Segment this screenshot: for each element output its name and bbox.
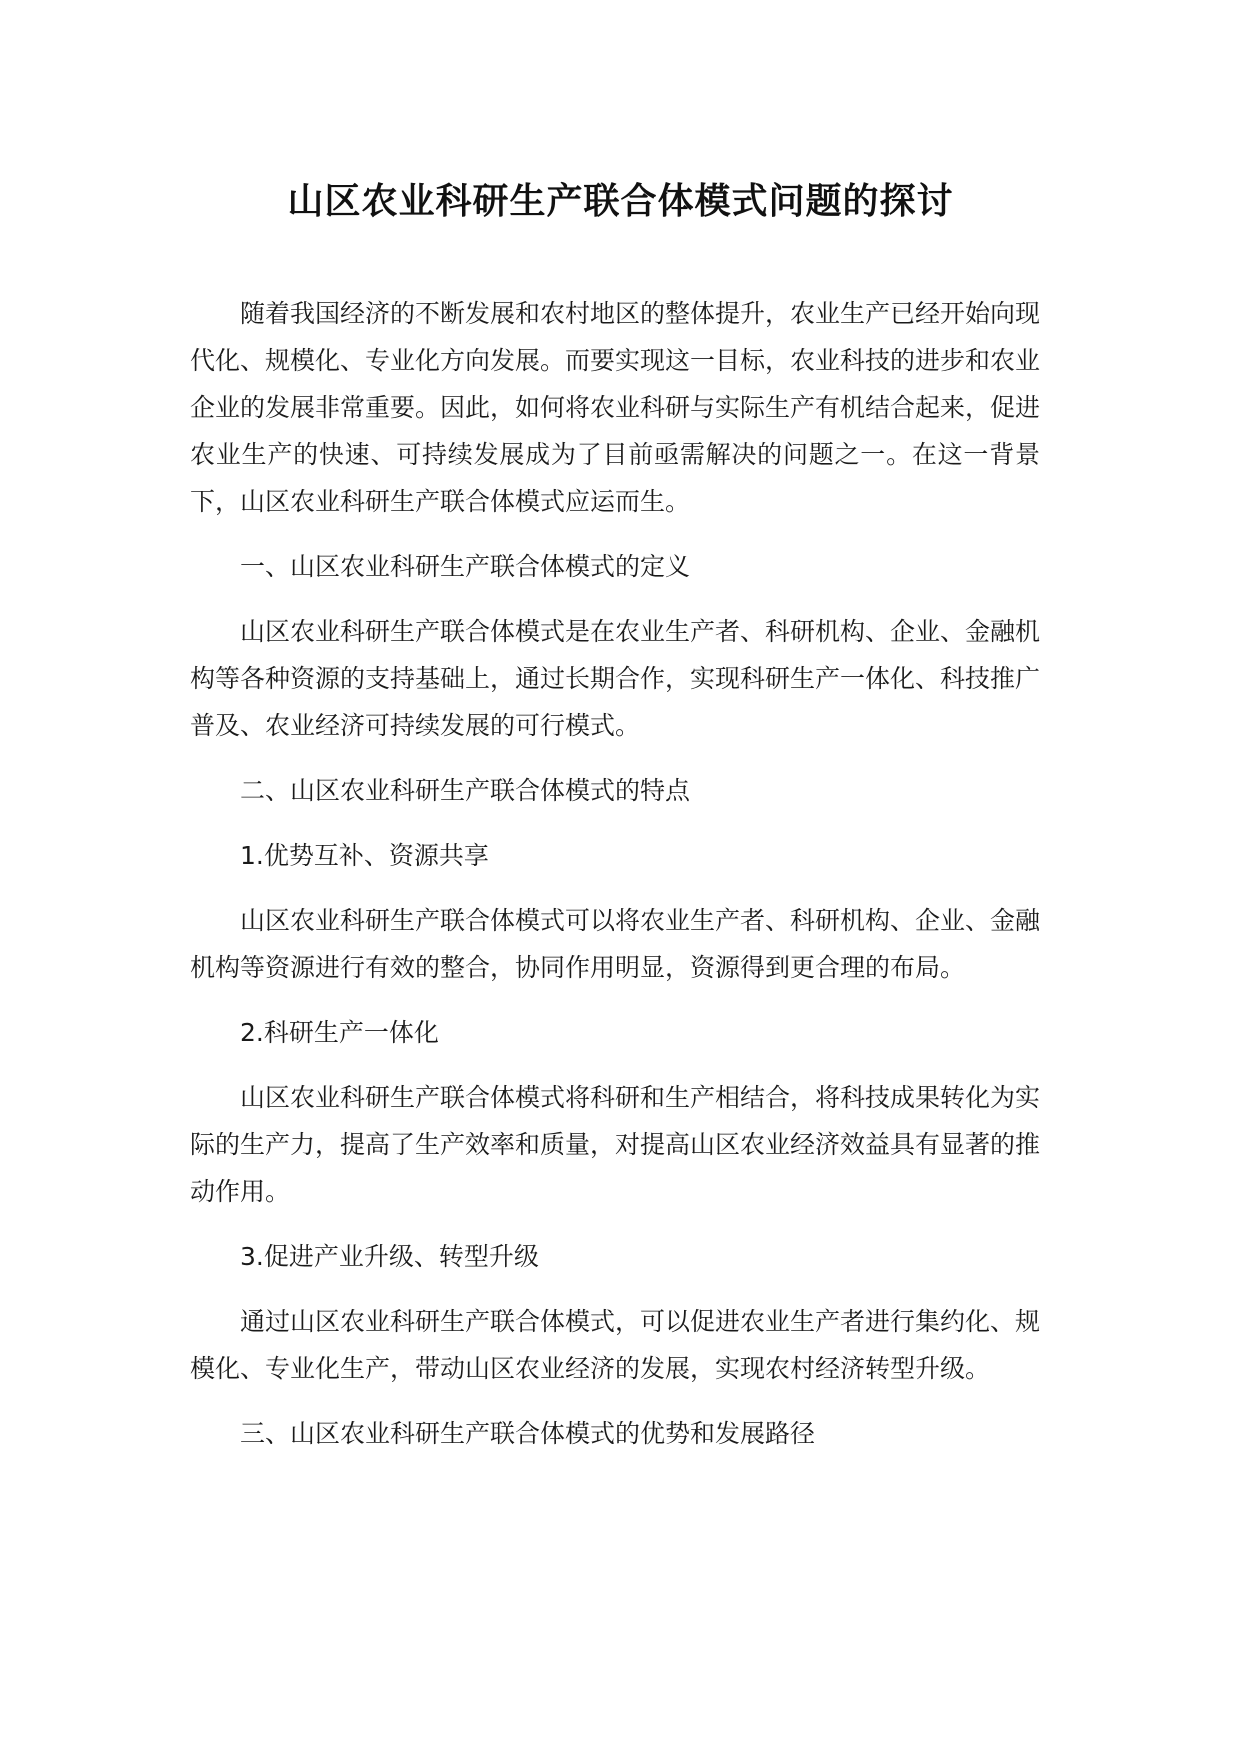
integration-paragraph: 山区农业科研生产联合体模式将科研和生产相结合，将科技成果转化为实际的生产力，提高了生产效率和质量，对提高山区农业经济效益具有显著的推动作用。: [190, 1083, 1041, 1206]
section-heading-features: 二、山区农业科研生产联合体模式的特点: [240, 776, 691, 805]
subheading-upgrade: 3.促进产业升级、转型升级: [240, 1242, 539, 1271]
section-heading-advantages: 三、山区农业科研生产联合体模式的优势和发展路径: [240, 1419, 816, 1448]
subheading-complementary: 1.优势互补、资源共享: [240, 841, 489, 870]
complementary-paragraph: 山区农业科研生产联合体模式可以将农业生产者、科研机构、企业、金融机构等资源进行有效的整合，协同作用明显，资源得到更合理的布局。: [190, 906, 1041, 982]
upgrade-paragraph: 通过山区农业科研生产联合体模式，可以促进农业生产者进行集约化、规模化、专业化生产，带动山区农业经济的发展，实现农村经济转型升级。: [190, 1307, 1041, 1383]
definition-paragraph: 山区农业科研生产联合体模式是在农业生产者、科研机构、企业、金融机构等各种资源的支持基础上，通过长期合作，实现科研生产一体化、科技推广普及、农业经济可持续发展的可行模式。: [190, 617, 1041, 740]
section-heading-definition: 一、山区农业科研生产联合体模式的定义: [240, 552, 691, 581]
intro-paragraph: 随着我国经济的不断发展和农村地区的整体提升，农业生产已经开始向现代化、规模化、专业化方向发展。而要实现这一目标，农业科技的进步和农业企业的发展非常重要。因此，如何将农业科研与实际生产有机结合起来，促进农业生产的快速、可持续发展成为了目前亟需解决的问题之一。在这一背景下，山区农业科研生产联合体模式应运而生。: [190, 299, 1041, 516]
subheading-integration: 2.科研生产一体化: [240, 1018, 439, 1047]
document-body: [190, 290, 1040, 1475]
document-title: 山区农业科研生产联合体模式问题的探讨: [287, 181, 954, 222]
